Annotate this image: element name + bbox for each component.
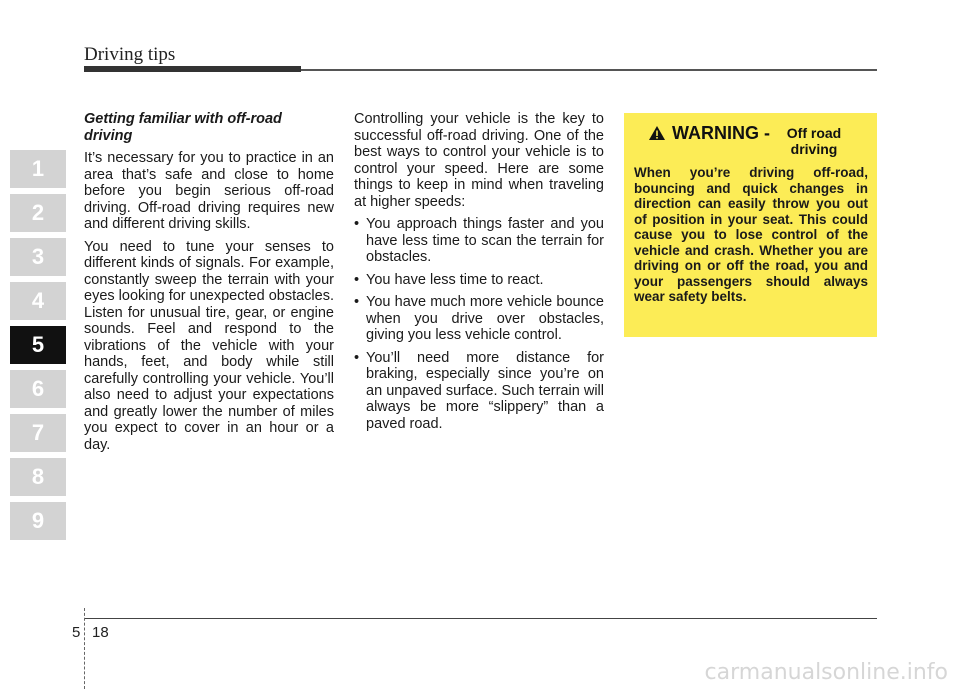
chapter-tab-6[interactable]: 6 xyxy=(10,370,66,408)
chapter-tabs xyxy=(10,150,66,546)
list-item: • You have less time to react. xyxy=(354,272,604,289)
warning-box xyxy=(624,113,877,337)
footer-page-number: 18 xyxy=(92,624,109,641)
paragraph-control-speed: Controlling your vehicle is the key to successful off-road driving. One of the best ways to control your vehicle is to control your speed. Here are some things to keep in mind when traveling at higher speeds: xyxy=(354,111,604,210)
footer-chapter-number: 5 xyxy=(72,624,81,641)
header-rule-thin xyxy=(301,69,877,71)
column-middle xyxy=(354,111,604,438)
chapter-tab-1[interactable]: 1 xyxy=(10,150,66,188)
paragraph-senses: You need to tune your senses to different kinds of signals. For example, constantly sweep the terrain with your eyes looking for unexpected obstacles. Listen for unusual tire, gear, or engine sounds. Feel and respond to the vibrations of the vehicle with your hands, feet, and body while still carefully controlling your vehicle. You’ll also need to adjust your expectations and greatly lower the number of miles you expect to cover in an hour or a day. xyxy=(84,238,334,453)
warning-heading xyxy=(634,123,868,157)
chapter-tab-5-active[interactable]: 5 xyxy=(10,326,66,364)
chapter-tab-9[interactable]: 9 xyxy=(10,502,66,540)
warning-topic: Off road driving xyxy=(786,125,842,157)
chapter-tab-8[interactable]: 8 xyxy=(10,458,66,496)
chapter-tab-3[interactable]: 3 xyxy=(10,238,66,276)
section-subtitle: Getting familiar with off-road driving xyxy=(84,111,282,144)
page-header-title: Driving tips xyxy=(84,44,176,65)
list-item: • You’ll need more distance for braking, especially since you’re on an unpaved surface. Such terrain will always be more “slippery” than a paved road. xyxy=(354,350,604,433)
list-item: • You have much more vehicle bounce when you drive over obstacles, giving you less vehicle control. xyxy=(354,294,604,344)
chapter-tab-4[interactable]: 4 xyxy=(10,282,66,320)
footer-divider xyxy=(84,608,86,689)
footer-rule xyxy=(84,618,877,619)
column-left xyxy=(84,111,334,459)
list-item: • You approach things faster and you have less time to scan the terrain for obstacles. xyxy=(354,216,604,266)
warning-triangle-icon xyxy=(648,125,666,141)
chapter-tab-7[interactable]: 7 xyxy=(10,414,66,452)
chapter-tab-2[interactable]: 2 xyxy=(10,194,66,232)
site-watermark: carmanualsonline.info xyxy=(704,660,948,685)
speed-bullet-list xyxy=(354,216,604,432)
paragraph-practice: It’s necessary for you to practice in an area that’s safe and close to home before you begin serious off-road driving. Off-road driving requires new and different driving skills. xyxy=(84,150,334,232)
header-rule-thick xyxy=(84,66,301,72)
warning-body: When you’re driving off-road, bouncing and quick changes in direction can easily throw you out of position in your seat. This could cause you to lose control of the vehicle and crash. Whether you are driving on or off the road, you and your passengers should always wear safety belts. xyxy=(634,165,868,304)
warning-label: WARNING - xyxy=(672,123,770,143)
